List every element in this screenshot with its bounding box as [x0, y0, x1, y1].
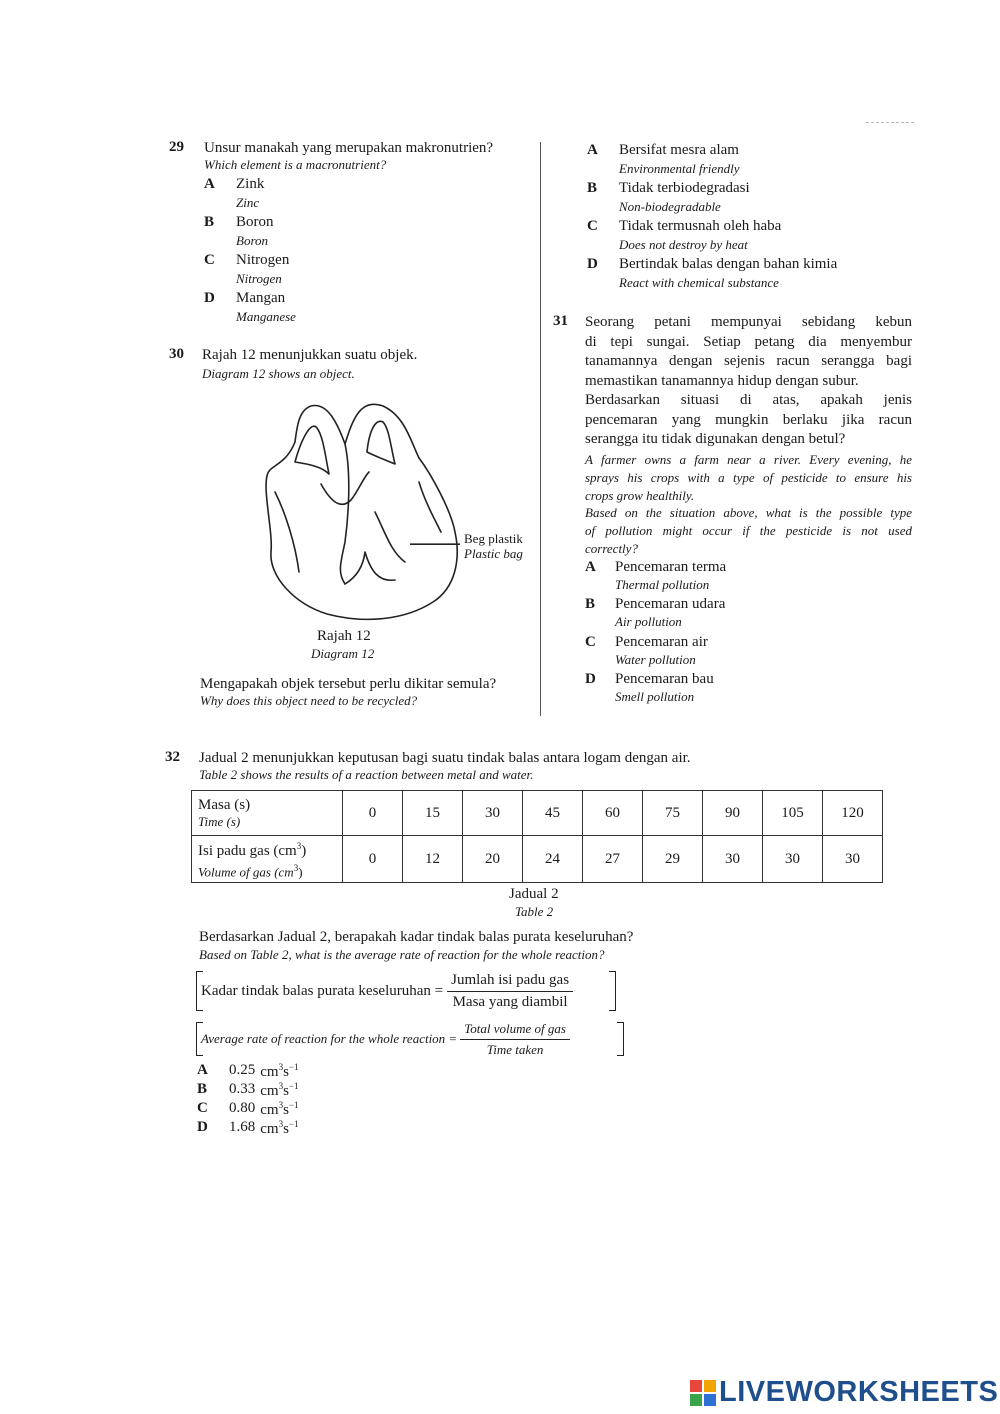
- question-en: Based on Table 2, what is the average rate of reaction for the whole reaction?: [199, 947, 605, 962]
- option-text-ms: Zink: [236, 176, 265, 192]
- option-letter: C: [587, 218, 598, 234]
- option-letter: A: [197, 1062, 208, 1078]
- time-cell: 105: [763, 791, 823, 836]
- fraction-denominator: Masa yang diambil: [452, 993, 568, 1010]
- fraction-numerator: Jumlah isi padu gas: [447, 972, 573, 992]
- option-text-en: Water pollution: [615, 652, 696, 667]
- option-text-ms: Pencemaran air: [615, 634, 708, 650]
- stem-line: tanamannya dengan sejenis racun serangga bagi: [585, 353, 912, 369]
- header-ms-text: Isi padu gas (cm: [198, 843, 297, 859]
- option-text-en: Smell pollution: [615, 689, 695, 704]
- time-cell: 0: [343, 791, 403, 836]
- stem-line: correctly?: [585, 540, 638, 556]
- option-letter: B: [587, 180, 598, 196]
- question-number: 29: [169, 139, 184, 155]
- option-c[interactable]: [204, 251, 215, 269]
- logo-text: LIVEWORKSHEETS: [719, 1376, 999, 1408]
- results-table: [191, 790, 883, 883]
- option-letter: B: [197, 1081, 208, 1097]
- option-a[interactable]: [197, 1062, 299, 1081]
- option-c[interactable]: [587, 217, 598, 235]
- option-letter: D: [585, 671, 596, 687]
- option-letter: A: [204, 176, 215, 192]
- fraction-numerator: Total volume of gas: [460, 1021, 570, 1040]
- question-number: 30: [169, 346, 184, 362]
- option-letter: D: [197, 1119, 208, 1135]
- table-caption-en: Table 2: [515, 904, 554, 919]
- stem-line: Seorang petani mempunyai sebidang kebun: [585, 314, 912, 330]
- unit-text: cm: [260, 1083, 279, 1099]
- diagram-caption-en: Diagram 12: [311, 646, 375, 661]
- pointer-line-extension: [410, 544, 460, 545]
- superscript: −1: [288, 1119, 299, 1129]
- fold-line: [340, 444, 348, 584]
- option-value: 1.68: [229, 1119, 256, 1135]
- formula-fraction: [447, 972, 573, 1011]
- unit-text: s: [283, 1083, 289, 1099]
- option-text-ms: Nitrogen: [236, 252, 290, 268]
- stem-line: A farmer owns a farm near a river. Every evening, he: [585, 452, 912, 467]
- superscript: −1: [288, 1081, 299, 1091]
- fraction-denominator: Time taken: [486, 1041, 544, 1057]
- stem-line: sprays his crops with a type of pesticide to ensure his: [585, 469, 912, 485]
- table-row-volume: [192, 836, 883, 883]
- question-stem-en: [585, 451, 912, 558]
- option-text-ms: Tidak termusnah oleh haba: [619, 218, 782, 234]
- question-en: Why does this object need to be recycled?: [200, 693, 418, 708]
- question-stem-ms: Unsur manakah yang merupakan makronutrien?: [204, 140, 494, 156]
- volume-cell: 30: [763, 836, 823, 883]
- liveworksheets-logo: [690, 1376, 998, 1409]
- fold-line: [345, 552, 395, 584]
- option-text-ms: Pencemaran terma: [615, 559, 727, 575]
- option-letter: C: [197, 1100, 208, 1116]
- option-letter: B: [585, 596, 596, 612]
- superscript: −1: [288, 1062, 299, 1072]
- unit-text: s: [283, 1121, 289, 1137]
- option-letter: C: [585, 634, 596, 650]
- option-b[interactable]: [585, 595, 595, 613]
- stem-line: Based on the situation above, what is the possible type: [585, 505, 912, 521]
- option-letter: B: [204, 214, 215, 230]
- question-ms: Berdasarkan Jadual 2, berapakah kadar tindak balas purata keseluruhan?: [199, 929, 634, 945]
- question-stem-en: Which element is a macronutrient?: [204, 157, 387, 172]
- option-text-en: Non-biodegradable: [619, 199, 721, 214]
- option-text-ms: Bertindak balas dengan bahan kimia: [619, 256, 838, 272]
- option-a[interactable]: [587, 141, 598, 159]
- option-value: 0.33: [229, 1081, 256, 1097]
- option-value: 0.80: [229, 1100, 256, 1116]
- volume-cell: 30: [823, 836, 883, 883]
- formula-lhs: Kadar tindak balas purata keseluruhan =: [201, 982, 444, 999]
- time-cell: 90: [703, 791, 763, 836]
- fold-line: [321, 472, 369, 504]
- option-d[interactable]: [587, 255, 598, 273]
- diagram-label-ms: Beg plastik: [464, 531, 523, 546]
- option-text-ms: Pencemaran bau: [615, 671, 714, 687]
- option-text-en: Does not destroy by heat: [619, 237, 748, 252]
- time-cell: 45: [523, 791, 583, 836]
- option-b[interactable]: [197, 1081, 299, 1100]
- option-text-en: Boron: [236, 233, 269, 248]
- superscript: 3: [296, 841, 302, 851]
- option-d[interactable]: [585, 670, 596, 688]
- stem-line: pencemaran yang mungkin berlaku jika racun: [585, 411, 912, 428]
- option-unit: [260, 1062, 298, 1081]
- formula-ms-content: [201, 971, 573, 1011]
- paren: ): [298, 864, 303, 880]
- time-cell: 75: [643, 791, 703, 836]
- stem-line: serangga itu tidak digunakan dengan betul?: [585, 431, 846, 447]
- fold-line: [375, 512, 405, 562]
- superscript: −1: [288, 1100, 299, 1110]
- option-c[interactable]: [585, 633, 596, 651]
- option-b[interactable]: [587, 179, 597, 197]
- option-text-ms: Tidak terbiodegradasi: [619, 180, 750, 196]
- option-letter: A: [585, 559, 596, 575]
- formula-ms: [196, 971, 616, 1011]
- question-stem-ms: Jadual 2 menunjukkan keputusan bagi suatu tindak balas antara logam dengan air.: [199, 750, 691, 766]
- option-unit: [260, 1081, 298, 1100]
- option-letter: C: [204, 252, 215, 268]
- time-cell: 15: [403, 791, 463, 836]
- superscript: 3: [278, 1100, 284, 1110]
- option-d[interactable]: [197, 1119, 299, 1138]
- option-letter: D: [204, 290, 215, 306]
- volume-cell: 20: [463, 836, 523, 883]
- table-caption-ms: Jadual 2: [509, 886, 559, 902]
- header-ms: [198, 838, 336, 860]
- bag-outline: [266, 404, 457, 619]
- option-letter: A: [587, 142, 598, 158]
- row-header-volume: [192, 836, 343, 883]
- question-stem-ms: Rajah 12 menunjukkan suatu objek.: [202, 347, 418, 363]
- unit-text: cm: [260, 1064, 279, 1080]
- stem-line: memastikan tanamannya hidup dengan subur.: [585, 372, 859, 389]
- option-text-ms: Pencemaran udara: [615, 596, 726, 612]
- header-ms: Masa (s): [198, 796, 251, 813]
- option-text-ms: Boron: [236, 214, 274, 230]
- option-d[interactable]: [204, 289, 215, 307]
- superscript: 3: [293, 863, 299, 873]
- plastic-bag-illustration: [255, 392, 535, 632]
- option-a[interactable]: [585, 558, 596, 576]
- volume-cell: 30: [703, 836, 763, 883]
- left-handle: [295, 426, 329, 474]
- option-text-en: Thermal pollution: [615, 577, 710, 592]
- diagram-caption-ms: Rajah 12: [317, 628, 371, 644]
- volume-cell: 24: [523, 836, 583, 883]
- time-cell: 120: [823, 791, 883, 836]
- option-text-ms: Bersifat mesra alam: [619, 142, 739, 158]
- time-cell: 30: [463, 791, 523, 836]
- stem-line: crops grow healthily.: [585, 487, 695, 503]
- option-text-en: Nitrogen: [236, 271, 282, 286]
- time-cell: 60: [583, 791, 643, 836]
- paren: ): [301, 843, 307, 859]
- formula-en: [196, 1022, 624, 1056]
- question-ms: Mengapakah objek tersebut perlu dikitar semula?: [200, 676, 497, 692]
- option-a[interactable]: [204, 175, 215, 193]
- stem-line: of pollution might occur if the pesticide is not used: [585, 523, 912, 539]
- question-number: 31: [553, 313, 568, 329]
- question-number: 32: [165, 749, 180, 765]
- logo-icon: [690, 1380, 716, 1406]
- header-en-text: Volume of gas (cm: [198, 864, 294, 880]
- option-text-en: Manganese: [236, 309, 296, 324]
- superscript: 3: [278, 1081, 284, 1091]
- formula-fraction: [460, 1021, 570, 1058]
- superscript: 3: [278, 1119, 284, 1129]
- diagram-label-en: Plastic bag: [464, 546, 523, 561]
- column-divider: [540, 142, 541, 716]
- fold-line: [275, 492, 299, 572]
- option-text-en: Zinc: [236, 195, 260, 210]
- question-stem-en: Diagram 12 shows an object.: [202, 366, 355, 381]
- formula-lhs: Average rate of reaction for the whole reaction =: [201, 1031, 458, 1046]
- header-en: Time (s): [198, 813, 241, 829]
- stem-line: di tepi sungai. Setiap petang dia menyembur: [585, 333, 912, 350]
- option-unit: [260, 1100, 298, 1119]
- unit-text: cm: [260, 1102, 279, 1118]
- superscript: 3: [278, 1062, 284, 1072]
- unit-text: cm: [260, 1121, 279, 1137]
- unit-text: s: [283, 1064, 289, 1080]
- option-c[interactable]: [197, 1100, 299, 1119]
- question-stem-ms: [585, 313, 912, 450]
- option-b[interactable]: [204, 213, 214, 231]
- volume-cell: 12: [403, 836, 463, 883]
- header-en: [198, 860, 336, 880]
- formula-en-content: [201, 1022, 570, 1056]
- volume-cell: 27: [583, 836, 643, 883]
- unit-text: s: [283, 1102, 289, 1118]
- question-stem-en: Table 2 shows the results of a reaction between metal and water.: [199, 767, 534, 782]
- option-unit: [260, 1119, 298, 1138]
- option-text-en: Air pollution: [615, 614, 682, 629]
- table-row-time: [192, 791, 883, 836]
- stem-line: Berdasarkan situasi di atas, apakah jenis: [585, 392, 912, 408]
- option-text-en: React with chemical substance: [619, 275, 779, 290]
- row-header-time: [192, 791, 343, 836]
- option-value: 0.25: [229, 1062, 256, 1078]
- option-text-en: Environmental friendly: [619, 161, 740, 176]
- volume-cell: 0: [343, 836, 403, 883]
- volume-cell: 29: [643, 836, 703, 883]
- option-letter: D: [587, 256, 598, 272]
- right-handle: [367, 421, 395, 464]
- header-dash: [866, 122, 914, 123]
- option-text-ms: Mangan: [236, 290, 286, 306]
